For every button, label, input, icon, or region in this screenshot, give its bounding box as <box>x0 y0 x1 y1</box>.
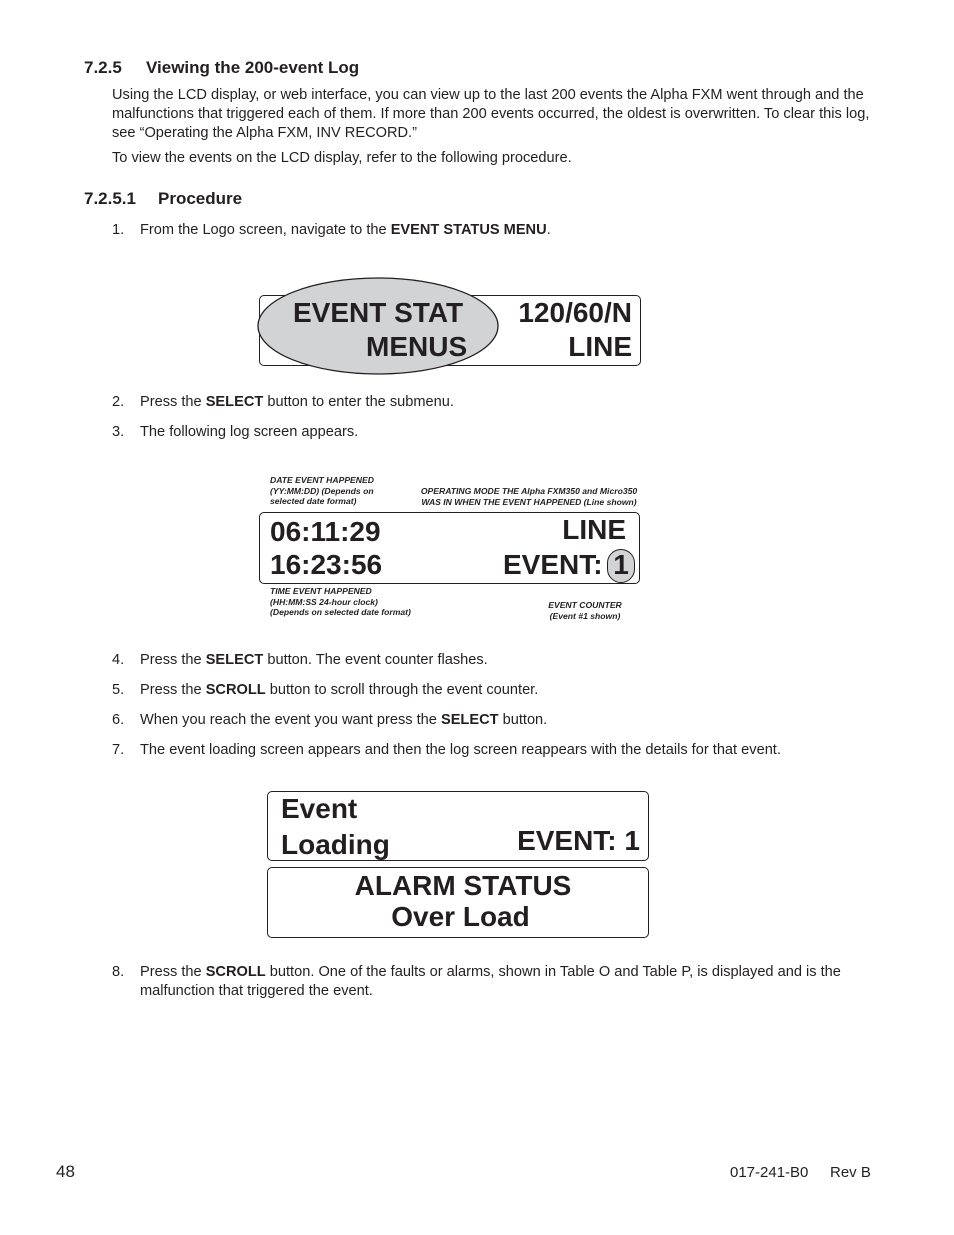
subsection-title: Procedure <box>158 189 243 208</box>
lcd1-left-line2: MENUS <box>366 331 468 362</box>
section-title: Viewing the 200-event Log <box>146 58 360 77</box>
intro-paragraph: Using the LCD display, or web interface, you can view up to the last 200 events the Alpha FXM went through and the malfunctions that triggered each of them. If more than 200 events occurred, the oldest is overwritten. To clear this log, see “Operating the Alpha FXM, INV RECORD.” <box>112 87 870 141</box>
lcd2-date: 06:11:29 <box>270 516 381 547</box>
caption-operating-mode: OPERATING MODE THE Alpha FXM350 and Micro350 WAS IN WHEN THE EVENT HAPPENED (Line shown) <box>420 486 638 507</box>
section-heading <box>84 58 359 78</box>
lcd2-time: 16:23:56 <box>270 549 383 580</box>
lcd4-line1: ALARM STATUS <box>354 870 572 901</box>
document-number: 017-241-B0 <box>730 1164 809 1181</box>
lcd4-line2: Over Load <box>391 901 530 932</box>
revision: Rev B <box>830 1164 871 1181</box>
intro-paragraph-2: To view the events on the LCD display, refer to the following procedure. <box>112 150 572 166</box>
lcd3-event: EVENT: 1 <box>517 825 640 856</box>
lcd-alarm-status <box>267 867 649 938</box>
subsection-heading <box>84 189 242 209</box>
caption-date: DATE EVENT HAPPENED (YY:MM:DD) (Depends on selected date format) <box>270 475 374 507</box>
lcd3-line2: Loading <box>281 829 390 860</box>
lcd2-event-number: 1 <box>613 549 629 580</box>
page-number: 48 <box>56 1162 75 1181</box>
lcd1-right-line1: 120/60/N <box>518 297 632 328</box>
caption-event-counter: EVENT COUNTER (Event #1 shown) <box>548 600 622 621</box>
lcd2-mode: LINE <box>562 514 626 545</box>
lcd3-line1: Event <box>281 793 358 824</box>
subsection-number: 7.2.5.1 <box>84 189 136 208</box>
lcd1-right-line2: LINE <box>568 331 632 362</box>
event-counter-highlight <box>607 549 635 583</box>
step-text: From the Logo screen, navigate to the EVENT STATUS MENU. <box>140 222 551 238</box>
step-number: 1. <box>112 222 125 238</box>
lcd-log-screen <box>259 512 640 584</box>
lcd1-left-line1: EVENT STAT <box>293 297 464 328</box>
section-number: 7.2.5 <box>84 58 122 77</box>
caption-time: TIME EVENT HAPPENED (HH:MM:SS 24-hour clock) (Depends on selected date format) <box>270 586 411 618</box>
lcd-event-status-menu <box>259 295 641 366</box>
lcd2-event-label: EVENT: <box>503 549 603 580</box>
lcd-event-loading <box>267 791 649 861</box>
